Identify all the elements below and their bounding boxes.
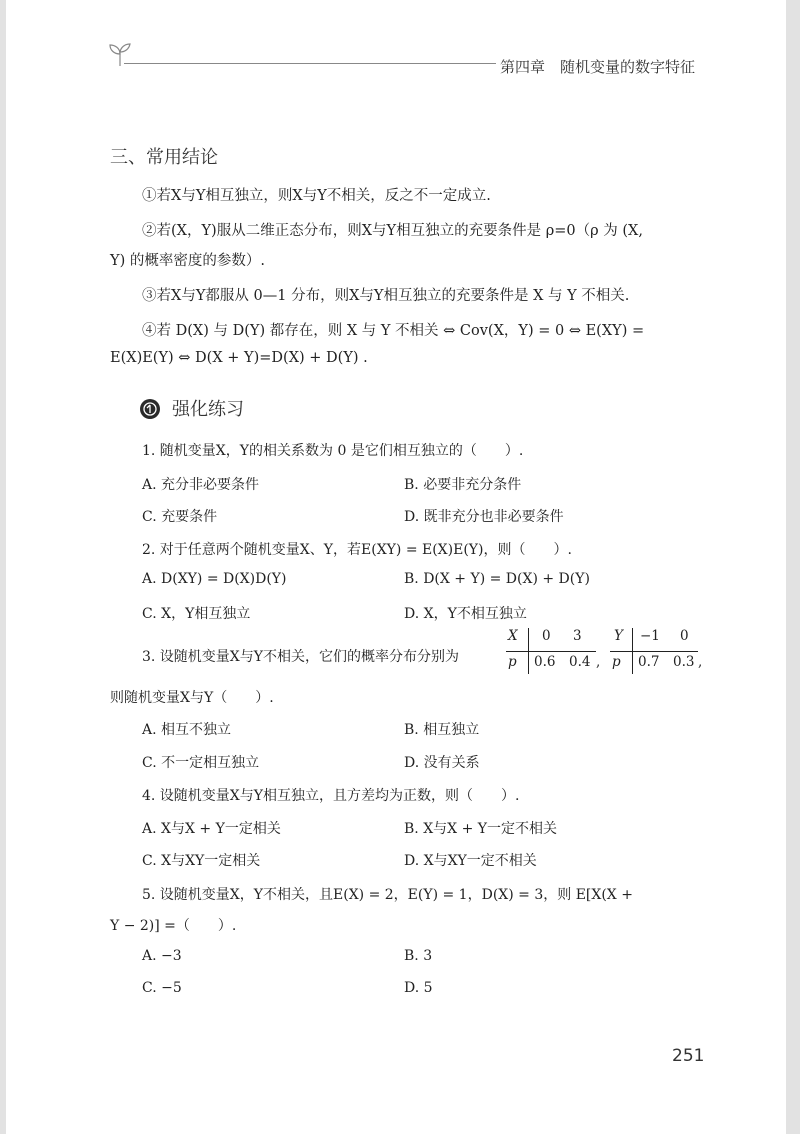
conclusion-line-3: ③若X与Y都服从 0—1 分布，则X与Y相互独立的充要条件是 X 与 Y 不相关. xyxy=(142,288,630,304)
q3-option-c: C. 不一定相互独立 xyxy=(142,755,260,771)
chapter-title: 第四章 随机变量的数字特征 xyxy=(500,58,696,76)
conclusion-line-4: ④若 D(X) 与 D(Y) 都存在，则 X 与 Y 不相关 ⇔ Cov(X，Y) = 0 ⇔ E(XY) = xyxy=(142,323,645,339)
q5-option-b: B. 3 xyxy=(404,948,433,964)
distribution-table-x: X p 0 3 0.6 0.4 , xyxy=(506,628,604,676)
q3-option-a: A. 相互不独立 xyxy=(142,722,232,738)
conclusion-line-2-cont: Y) 的概率密度的参数）. xyxy=(110,253,265,269)
q1-option-b: B. 必要非充分条件 xyxy=(404,477,522,493)
dist-y-var: Y xyxy=(614,628,623,644)
dist-y-value-2: 0 xyxy=(680,628,689,644)
section-title: 三、常用结论 xyxy=(110,147,218,168)
dist-x-prob-2: 0.4 xyxy=(569,654,591,670)
q2-option-c: C. X，Y相互独立 xyxy=(142,606,251,622)
dist-x-value-1: 0 xyxy=(542,628,551,644)
q2-option-a: A. D(XY) = D(X)D(Y) xyxy=(142,571,287,587)
q5-option-c: C. −5 xyxy=(142,980,182,996)
dist-x-prob-label: p xyxy=(508,654,517,670)
book-page xyxy=(6,0,786,1134)
q3-option-b: B. 相互独立 xyxy=(404,722,480,738)
q3-option-d: D. 没有关系 xyxy=(404,755,480,771)
dist-x-value-2: 3 xyxy=(573,628,582,644)
question-5-stem: 5. 设随机变量X，Y不相关，且E(X) = 2，E(Y) = 1，D(X) = 3，则 E[X(X + xyxy=(142,887,633,903)
q5-option-a: A. −3 xyxy=(142,948,182,964)
question-2-stem: 2. 对于任意两个随机变量X、Y，若E(XY) = E(X)E(Y)，则（ ）. xyxy=(142,542,572,558)
q4-option-b: B. X与X + Y一定不相关 xyxy=(404,821,557,837)
question-5-stem-cont: Y − 2)] =（ ）. xyxy=(110,918,237,934)
header-rule xyxy=(124,63,496,64)
dist-y-horizontal-rule xyxy=(610,651,698,652)
page-number: 251 xyxy=(672,1046,705,1066)
distribution-table-y: Y p −1 0 0.7 0.3 , xyxy=(610,628,706,676)
question-4-stem: 4. 设随机变量X与Y相互独立，且方差均为正数，则（ ）. xyxy=(142,788,520,804)
practice-title: 强化练习 xyxy=(172,399,244,420)
dist-y-prob-label: p xyxy=(612,654,621,670)
conclusion-line-2: ②若(X，Y)服从二维正态分布，则X与Y相互独立的充要条件是 ρ=0（ρ 为 (X, xyxy=(142,223,643,239)
q4-option-c: C. X与XY一定相关 xyxy=(142,853,261,869)
q5-option-d: D. 5 xyxy=(404,980,433,996)
dist-y-prob-2: 0.3 xyxy=(673,654,695,670)
q1-option-a: A. 充分非必要条件 xyxy=(142,477,260,493)
conclusion-line-4-cont: E(X)E(Y) ⇔ D(X + Y)=D(X) + D(Y) . xyxy=(110,350,368,366)
q1-option-c: C. 充要条件 xyxy=(142,509,218,525)
q4-option-d: D. X与XY一定不相关 xyxy=(404,853,537,869)
dist-x-prob-1: 0.6 xyxy=(534,654,556,670)
q2-option-d: D. X，Y不相互独立 xyxy=(404,606,527,622)
dist-x-var: X xyxy=(508,628,518,644)
q4-option-a: A. X与X + Y一定相关 xyxy=(142,821,281,837)
question-3-stem: 3. 设随机变量X与Y不相关，它们的概率分布分别为 xyxy=(142,649,460,665)
question-1-stem: 1. 随机变量X，Y的相关系数为 0 是它们相互独立的（ ）. xyxy=(142,443,524,459)
q2-option-b: B. D(X + Y) = D(X) + D(Y) xyxy=(404,571,590,587)
question-3-stem-cont: 则随机变量X与Y（ ）. xyxy=(110,690,274,706)
dist-y-value-1: −1 xyxy=(640,628,660,644)
practice-badge-icon xyxy=(140,399,160,419)
dist-y-prob-1: 0.7 xyxy=(638,654,660,670)
conclusion-line-1: ①若X与Y相互独立，则X与Y不相关，反之不一定成立. xyxy=(142,188,491,204)
dist-x-horizontal-rule xyxy=(506,651,596,652)
q1-option-d: D. 既非充分也非必要条件 xyxy=(404,509,564,525)
